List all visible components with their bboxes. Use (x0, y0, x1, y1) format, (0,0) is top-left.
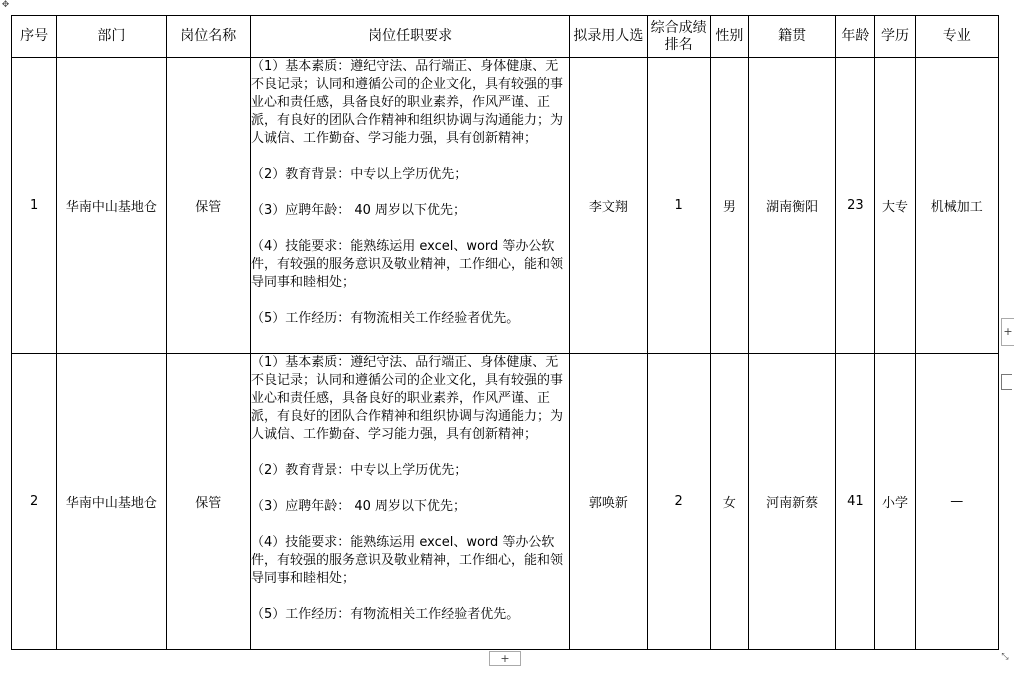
requirement-basic: （1）基本素质：遵纪守法、品行端正、身体健康、无不良记录；认同和遵循公司的企业文化，具有较强的事业心和责任感，具备良好的职业素养，作风严谨、正派，有良好的团队合作精神和组织协调与沟通能力；为人诚信、工作勤奋、学习能力强，具有创新精神； (250, 355, 563, 442)
cell-origin: 湖南衡阳 (748, 58, 835, 354)
cell-requirements (250, 354, 569, 650)
requirement-education: （2）教育背景：中专以上学历优先； (250, 167, 468, 182)
paste-options-icon[interactable] (1001, 374, 1012, 390)
header-gender: 性别 (710, 16, 748, 58)
header-age: 年龄 (836, 16, 875, 58)
cell-position: 保管 (166, 58, 250, 354)
header-no: 序号 (12, 16, 57, 58)
cell-position: 保管 (166, 354, 250, 650)
cell-rank: 1 (647, 58, 710, 354)
cell-requirements (250, 58, 569, 354)
cell-rank: 2 (647, 354, 710, 650)
cell-education: 小学 (875, 354, 915, 650)
cell-age: 23 (836, 58, 875, 354)
cell-origin: 河南新蔡 (748, 354, 835, 650)
requirement-age: （3）应聘年龄： 40 周岁以下优先； (250, 499, 467, 514)
requirement-skills: （4）技能要求：能熟练运用 excel、word 等办公软件，有较强的服务意识及敬业精神，工作细心，能和领导同事和睦相处； (250, 535, 563, 586)
table-row (12, 58, 999, 354)
add-column-button[interactable]: + (1001, 318, 1014, 346)
cell-candidate: 李文翔 (570, 58, 647, 354)
cell-education: 大专 (875, 58, 915, 354)
header-major: 专业 (915, 16, 998, 58)
header-rank: 综合成绩排名 (647, 16, 710, 58)
header-candidate: 拟录用人选 (570, 16, 647, 58)
header-requirements: 岗位任职要求 (250, 16, 569, 58)
header-department: 部门 (57, 16, 166, 58)
header-position: 岗位名称 (166, 16, 250, 58)
table-row (12, 354, 999, 650)
cell-gender: 男 (710, 58, 748, 354)
header-row (12, 16, 999, 58)
cell-candidate: 郭唤新 (570, 354, 647, 650)
table-move-handle-icon[interactable]: ✥ (1, 0, 10, 10)
header-origin: 籍贯 (748, 16, 835, 58)
cell-no: 1 (12, 58, 57, 354)
cell-no: 2 (12, 354, 57, 650)
requirement-experience: （5）工作经历：有物流相关工作经验者优先。 (250, 607, 520, 622)
cell-department: 华南中山基地仓 (57, 354, 166, 650)
cell-major: — (915, 354, 998, 650)
requirement-age: （3）应聘年龄： 40 周岁以下优先； (250, 203, 467, 218)
requirement-basic: （1）基本素质：遵纪守法、品行端正、身体健康、无不良记录；认同和遵循公司的企业文化，具有较强的事业心和责任感，具备良好的职业素养，作风严谨、正派，有良好的团队合作精神和组织协调与沟通能力；为人诚信、工作勤奋、学习能力强，具有创新精神； (250, 59, 563, 146)
recruitment-table (11, 15, 999, 650)
cell-department: 华南中山基地仓 (57, 58, 166, 354)
cell-age: 41 (836, 354, 875, 650)
header-education: 学历 (875, 16, 915, 58)
add-row-button[interactable]: + (489, 651, 521, 666)
requirement-education: （2）教育背景：中专以上学历优先； (250, 463, 468, 478)
cell-major: 机械加工 (915, 58, 998, 354)
requirement-skills: （4）技能要求：能熟练运用 excel、word 等办公软件，有较强的服务意识及敬业精神，工作细心，能和领导同事和睦相处； (250, 239, 563, 290)
cell-gender: 女 (710, 354, 748, 650)
requirement-experience: （5）工作经历：有物流相关工作经验者优先。 (250, 311, 520, 326)
table-resize-icon[interactable]: ⤡ (1001, 652, 1009, 662)
